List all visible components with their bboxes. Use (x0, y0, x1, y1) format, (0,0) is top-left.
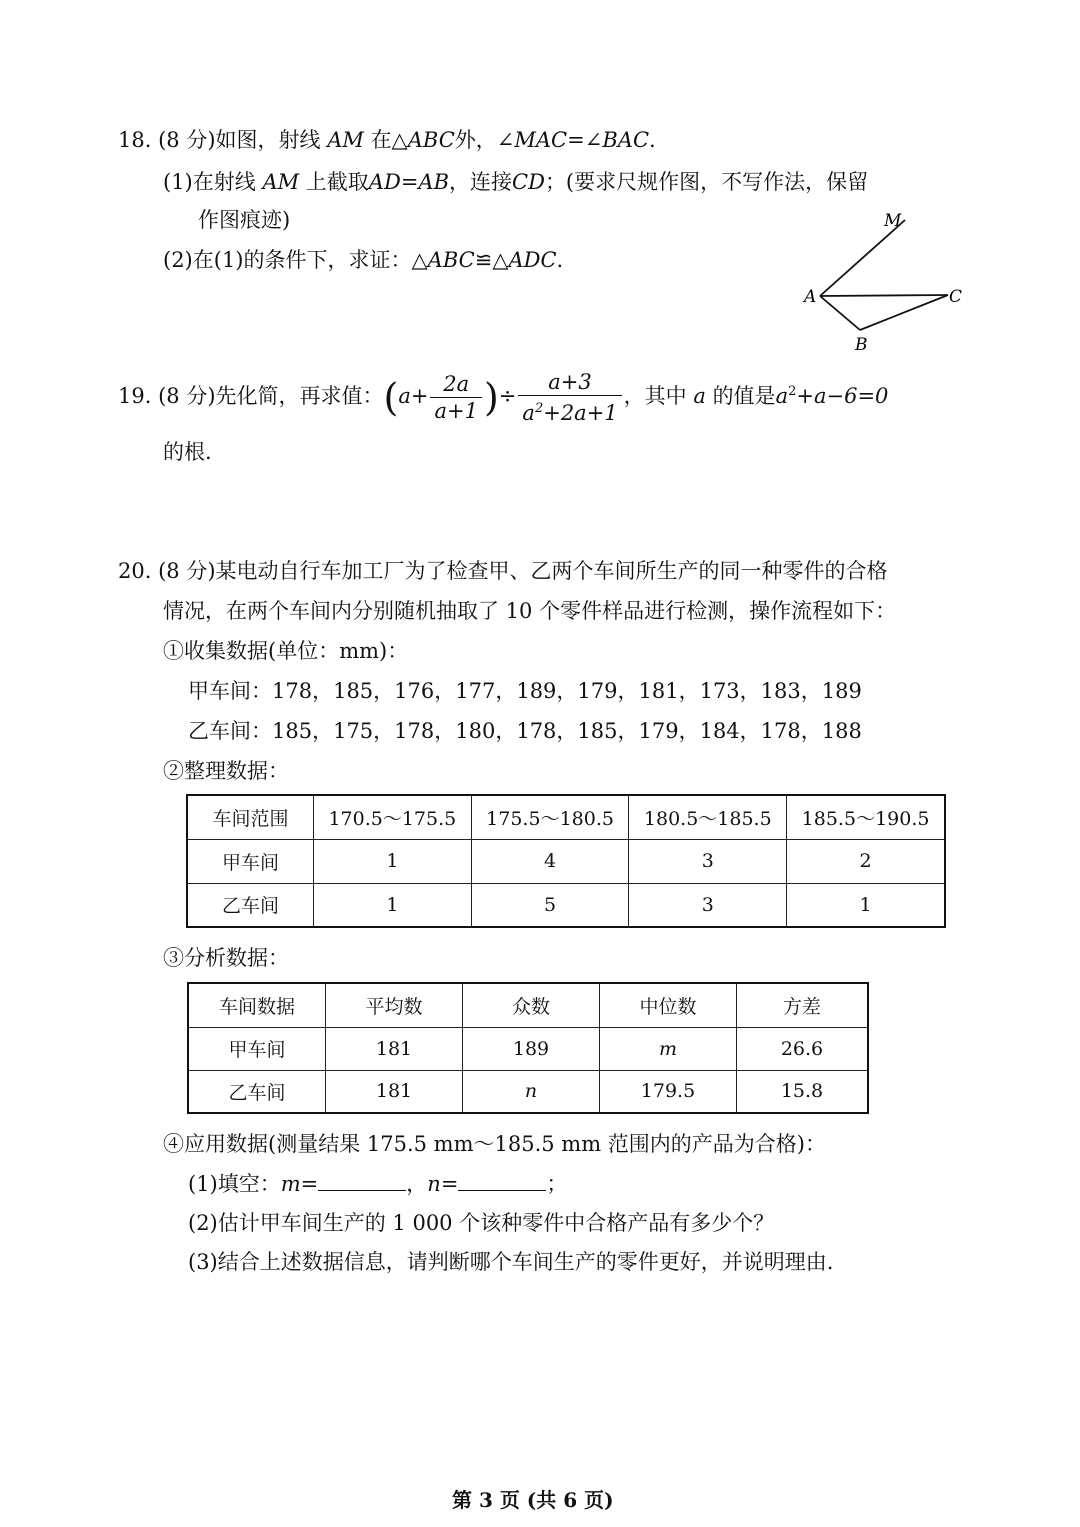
label-m: M (884, 211, 902, 231)
table-cell: 乙车间 (187, 883, 314, 927)
table-cell: n (463, 1070, 600, 1113)
triangle-figure (780, 200, 980, 360)
table-cell: 175.5～180.5 (471, 795, 629, 839)
table-cell: 3 (629, 883, 787, 927)
table-cell: 乙车间 (188, 1070, 326, 1113)
table-cell: 车间数据 (188, 983, 326, 1027)
table-cell: 4 (471, 839, 629, 883)
blank-m[interactable] (318, 1172, 406, 1191)
table-cell: 180.5～185.5 (629, 795, 787, 839)
table-cell: 26.6 (737, 1027, 869, 1070)
table-cell: 方差 (737, 983, 869, 1027)
table-cell: 170.5～175.5 (314, 795, 472, 839)
ray-am (820, 220, 905, 296)
table-cell: 1 (314, 883, 472, 927)
table-cell: 15.8 (737, 1070, 869, 1113)
q18-part1: (1)在射线 AM 上截取AD=AB，连接CD；(要求尺规作图，不写作法，保留 (163, 170, 869, 194)
table-header-row (188, 983, 868, 1027)
table-cell: 3 (629, 839, 787, 883)
q20-intro1: 20. (8 分)某电动自行车加工厂为了检查甲、乙两个车间所生产的同一种零件的合格 (118, 559, 888, 583)
q20-sub2: (2)估计甲车间生产的 1 000 个该种零件中合格产品有多少个？ (188, 1211, 775, 1235)
q20-yi-data: 乙车间：185，175，178，180，178，185，179，184，178，188 (188, 719, 862, 743)
q18-part1-line2: 作图痕迹) (198, 208, 291, 232)
table-cell: 179.5 (600, 1070, 737, 1113)
table-cell: 189 (463, 1027, 600, 1070)
table-cell: 车间范围 (187, 795, 314, 839)
statistics-table (187, 982, 869, 1114)
q20-step4: ④应用数据(测量结果 175.5 mm～185.5 mm 范围内的产品为合格)： (163, 1132, 826, 1156)
label-c: C (949, 287, 963, 307)
q19-line2: 的根. (163, 440, 212, 464)
fraction-a-plus-3: $\frac{a+3}{a^2+2a+1}$ (518, 369, 621, 426)
table-row (188, 1070, 868, 1113)
q19-stem: 19. (8 分)先化简，再求值：(a+ $\frac{2a}{a+1}$ )÷ $\frac{a+3}{a^2+2a+1}$ ，其中 a 的值是$a^2+a-6=0$ (118, 370, 889, 425)
table-cell: 185.5～190.5 (787, 795, 945, 839)
table-cell: 181 (326, 1027, 463, 1070)
table-cell: 5 (471, 883, 629, 927)
blank-n[interactable] (458, 1172, 546, 1191)
fraction-2a-over-a-plus-1: $\frac{2a}{a+1}$ (430, 371, 481, 424)
segment-bc (860, 295, 948, 330)
q18-stem: 18. (8 分)如图，射线 AM 在△ABC外，∠MAC=∠BAC. (118, 128, 656, 152)
table-row (187, 883, 945, 927)
table-cell: 181 (326, 1070, 463, 1113)
frequency-table (186, 794, 946, 928)
q20-jia-data: 甲车间：178，185，176，177，189，179，181，173，183，189 (188, 679, 862, 703)
segment-ab (820, 296, 860, 330)
q20-intro2: 情况，在两个车间内分别随机抽取了 10 个零件样品进行检测，操作流程如下： (163, 599, 897, 623)
table-header-row (187, 795, 945, 839)
table-cell: 众数 (463, 983, 600, 1027)
label-b: B (855, 335, 868, 355)
table-cell: 中位数 (600, 983, 737, 1027)
page-footer: 第 3 页 (共 6 页) (452, 1488, 614, 1512)
table-cell: 1 (787, 883, 945, 927)
label-a: A (804, 287, 817, 307)
table-cell: 1 (314, 839, 472, 883)
q20-sub3: (3)结合上述数据信息，请判断哪个车间生产的零件更好，并说明理由. (188, 1250, 834, 1274)
q20-step3: ③分析数据： (163, 946, 289, 970)
table-cell: 甲车间 (188, 1027, 326, 1070)
q20-step1: ①收集数据(单位：mm)： (163, 639, 409, 663)
segment-ac (820, 295, 948, 296)
table-cell: 甲车间 (187, 839, 314, 883)
table-row (188, 1027, 868, 1070)
table-cell: m (600, 1027, 737, 1070)
table-cell: 平均数 (326, 983, 463, 1027)
table-row (187, 839, 945, 883)
q20-step2: ②整理数据： (163, 759, 289, 783)
table-cell: 2 (787, 839, 945, 883)
q20-sub1: (1)填空：m= ，n= ； (188, 1172, 568, 1196)
q18-part2: (2)在(1)的条件下，求证：△ABC≌△ADC. (163, 248, 564, 272)
